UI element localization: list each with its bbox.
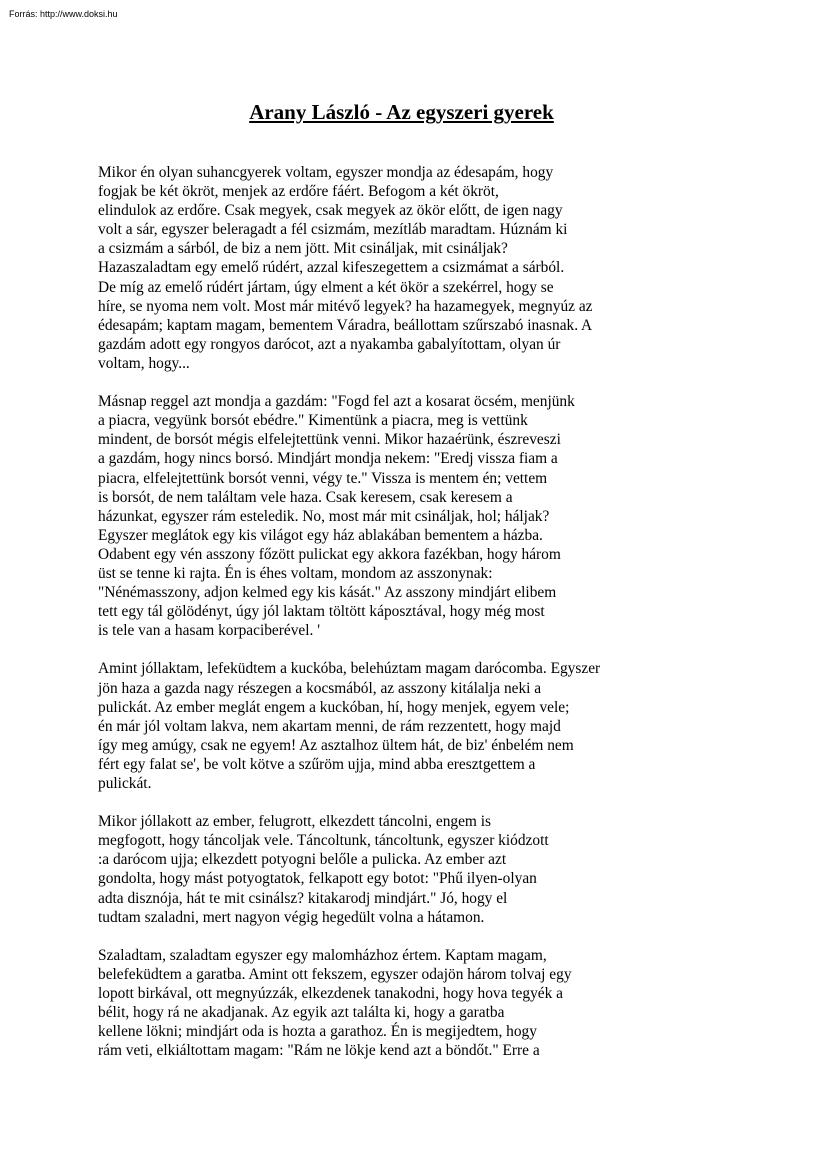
text-line: a csizmám a sárból, de biz a nem jött. Mit csináljak, mit csináljak? xyxy=(98,240,508,258)
paragraph xyxy=(98,659,798,793)
text-line: gondolta, hogy mást potyogtatok, felkapott egy botot: "Phű ilyen-olyan xyxy=(98,870,537,888)
text-line: kellene lökni; mindjárt oda is hozta a garathoz. Én is megijedtem, hogy xyxy=(98,1023,537,1041)
text-line: gazdám adott egy rongyos darócot, azt a nyakamba gabalyítottam, olyan úr xyxy=(98,335,561,353)
paragraph xyxy=(98,163,798,373)
source-line: Forrás: http://www.doksi.hu xyxy=(9,9,118,19)
text-line: "Nénémasszony, adjon kelmed egy kis kását." Az asszony mindjárt elibem xyxy=(98,584,557,602)
text-line: bélit, hogy rá ne akadjanak. Az egyik azt találta ki, hogy a garatba xyxy=(98,1004,505,1022)
text-line: :a darócom ujja; elkezdett potyogni belőle a pulicka. Az ember azt xyxy=(98,851,507,869)
text-line: így meg amúgy, csak ne egyem! Az asztalhoz ültem hát, de biz' énbelém nem xyxy=(98,736,574,754)
paragraph xyxy=(98,946,798,1061)
text-line: is tele van a hasam korpaciberével. ' xyxy=(98,622,320,640)
text-line: tudtam szaladni, mert nagyon végig hegedült volna a hátamon. xyxy=(98,908,485,926)
text-line: Mikor jóllakott az ember, felugrott, elkezdett táncolni, engem is xyxy=(98,813,492,831)
document-body xyxy=(98,163,798,1080)
text-line: Egyszer meglátok egy kis világot egy ház ablakában bementem a házba. xyxy=(98,526,543,544)
text-line: volt a sár, egyszer beleragadt a fél csizmám, mezítláb maradtam. Húznám ki xyxy=(98,221,568,239)
paragraph xyxy=(98,812,798,927)
text-line: fogjak be két ökröt, menjek az erdőre fáért. Befogom a két ökröt, xyxy=(98,183,499,201)
text-line: pulickát. xyxy=(98,775,152,792)
text-line: voltam, hogy... xyxy=(98,354,190,372)
text-line: piacra, elfelejtettünk borsót venni, végy te." Vissza is mentem én; vettem xyxy=(98,469,548,487)
text-line: a gazdám, hogy nincs borsó. Mindjárt mondja nekem: "Eredj vissza fiam a xyxy=(98,450,558,468)
paragraph xyxy=(98,392,798,640)
text-line: fért egy falat se', be volt kötve a szűröm ujja, mind abba eresztgettem a xyxy=(98,755,536,773)
text-line: én már jól voltam lakva, nem akartam menni, de rám rezzentett, hogy majd xyxy=(98,717,561,735)
text-line: tett egy tál gölödényt, úgy jól laktam töltött káposztával, hogy még most xyxy=(98,603,545,621)
text-line: Másnap reggel azt mondja a gazdám: "Fogd fel azt a kosarat öcsém, menjünk xyxy=(98,393,575,411)
text-line: édesapám; kaptam magam, bementem Váradra, beállottam szűrszabó inasnak. A xyxy=(98,316,593,334)
text-line: is borsót, de nem találtam vele haza. Csak keresem, csak keresem a xyxy=(98,488,513,506)
text-line: megfogott, hogy táncoljak vele. Táncoltunk, táncoltunk, egyszer kiódzott xyxy=(98,832,549,850)
text-line: De míg az emelő rúdért jártam, úgy elment a két ökör a szekérrel, hogy se xyxy=(98,278,554,296)
text-line: a piacra, vegyünk borsót ebédre." Kimentünk a piacra, meg is vettünk xyxy=(98,412,528,430)
text-line: elindulok az erdőre. Csak megyek, csak megyek az ökör előtt, de igen nagy xyxy=(98,202,563,220)
text-line: híre, se nyoma nem volt. Most már mitévő legyek? ha hazamegyek, megnyúz az xyxy=(98,297,593,315)
text-line: belefeküdtem a garatba. Amint ott fekszem, egyszer odajön három tolvaj egy xyxy=(98,965,572,983)
text-line: rám veti, elkiáltottam magam: "Rám ne lökje kend azt a böndőt." Erre a xyxy=(98,1042,540,1060)
text-line: Amint jóllaktam, lefeküdtem a kuckóba, belehúztam magam darócomba. Egyszer xyxy=(98,660,601,678)
text-line: Hazaszaladtam egy emelő rúdért, azzal kifeszegettem a csizmámat a sárból. xyxy=(98,259,565,277)
text-line: lopott birkával, ott megnyúzzák, elkezdenek tanakodni, hogy hova tegyék a xyxy=(98,985,563,1003)
text-line: Szaladtam, szaladtam egyszer egy malomházhoz értem. Kaptam magam, xyxy=(98,946,547,964)
text-line: Odabent egy vén asszony főzött pulickat egy akkora fazékban, hogy három xyxy=(98,545,561,563)
text-line: adta disznója, hát te mit csinálsz? kitakarodj mindjárt." Jó, hogy el xyxy=(98,889,508,907)
document-title xyxy=(0,100,827,125)
text-line: jön haza a gazda nagy részegen a kocsmából, az asszony kitálalja neki a xyxy=(98,679,542,697)
text-line: Mikor én olyan suhancgyerek voltam, egyszer mondja az édesapám, hogy xyxy=(98,164,554,181)
text-line: üst se tenne ki rajta. Én is éhes voltam, mondom az asszonynak: xyxy=(98,564,493,582)
text-line: pulickát. Az ember meglát engem a kuckóban, hí, hogy menjek, egyem vele; xyxy=(98,698,570,716)
text-line: mindent, de borsót mégis elfelejtettünk venni. Mikor hazaérünk, észreveszi xyxy=(98,431,561,449)
text-line: házunkat, egyszer rám esteledik. No, most már mit csináljak, hol; háljak? xyxy=(98,507,550,525)
document-title-text: Arany László - Az egyszeri gyerek xyxy=(249,100,554,124)
